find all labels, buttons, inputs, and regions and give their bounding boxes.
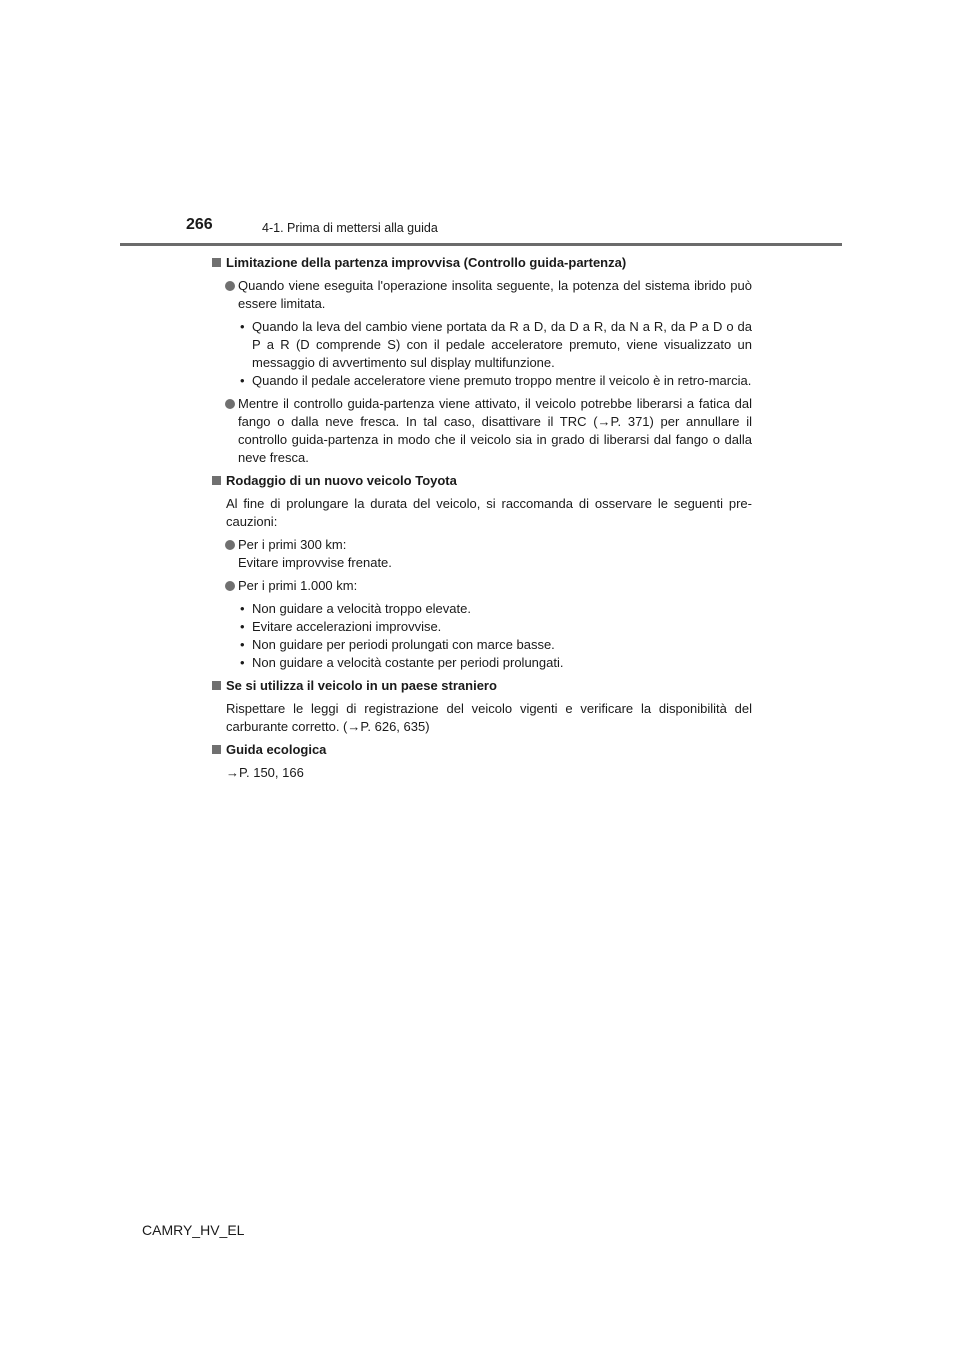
footer-code: CAMRY_HV_EL xyxy=(142,1222,245,1238)
square-bullet-icon xyxy=(212,258,221,267)
sub-list xyxy=(212,318,752,390)
page-content xyxy=(212,254,752,787)
page-reference: →P. 150, 166 xyxy=(226,765,304,780)
bullet-item xyxy=(212,577,752,595)
circle-bullet-icon xyxy=(225,399,235,409)
sub-text: Non guidare a velocità troppo elevate. xyxy=(252,601,471,616)
sub-list xyxy=(212,600,752,672)
bullet-text: Mentre il controllo guida-partenza viene attivato, il veicolo potrebbe liberarsi a fatica dal fango o dalla neve fresca. In tal caso, disattivare il TRC (→P. 371) per annullare il controllo guida-partenza in modo che il veicolo sia in grado di liberarsi dal fango o dalla neve fresca. xyxy=(238,396,752,465)
page-number: 266 xyxy=(186,216,213,233)
dot-marker-icon: • xyxy=(240,655,245,670)
bullet-text: Evitare improvvise frenate. xyxy=(238,555,392,570)
sub-text: Non guidare per periodi prolungati con marce basse. xyxy=(252,637,555,652)
heading-text: Guida ecologica xyxy=(226,742,327,757)
sub-item xyxy=(212,318,752,372)
bullet-text: Per i primi 1.000 km: xyxy=(238,578,358,593)
sub-text: Quando la leva del cambio viene portata da R a D, da D a R, da N a R, da P a D o da P a R (D comprende S) con il pedale acceleratore premuto, viene visualizzato un messaggio di avvertimento sul display multifunzione. xyxy=(252,319,752,370)
dot-marker-icon: • xyxy=(240,601,245,616)
sub-item xyxy=(212,600,752,618)
square-bullet-icon xyxy=(212,745,221,754)
heading-guida-ecologica xyxy=(212,741,752,759)
dot-marker-icon: • xyxy=(240,373,245,388)
sub-item xyxy=(212,372,752,390)
section-title: 4-1. Prima di mettersi alla guida xyxy=(262,221,438,235)
sub-item xyxy=(212,618,752,636)
sub-text: Evitare accelerazioni improvvise. xyxy=(252,619,442,634)
square-bullet-icon xyxy=(212,476,221,485)
circle-bullet-icon xyxy=(225,581,235,591)
dot-marker-icon: • xyxy=(240,637,245,652)
header-rule xyxy=(120,243,842,246)
square-bullet-icon xyxy=(212,681,221,690)
dot-marker-icon: • xyxy=(240,319,245,334)
sub-text: Quando il pedale acceleratore viene premuto troppo mentre il veicolo è in retro-marcia. xyxy=(252,373,752,388)
bullet-text: Quando viene eseguita l'operazione insolita seguente, la potenza del sistema ibrido può essere limitata. xyxy=(238,278,752,311)
heading-paese-straniero xyxy=(212,677,752,695)
bullet-item xyxy=(212,277,752,313)
paragraph: Rispettare le leggi di registrazione del veicolo vigenti e verificare la disponibilità del carburante corretto. (→P. 626, 635) xyxy=(226,701,752,734)
circle-bullet-icon xyxy=(225,281,235,291)
bullet-item xyxy=(212,395,752,467)
heading-text: Limitazione della partenza improvvisa (Controllo guida-partenza) xyxy=(226,255,627,270)
heading-text: Se si utilizza il veicolo in un paese straniero xyxy=(226,678,497,693)
sub-text: Non guidare a velocità costante per periodi prolungati. xyxy=(252,655,564,670)
circle-bullet-icon xyxy=(225,540,235,550)
bullet-item xyxy=(212,536,752,572)
dot-marker-icon: • xyxy=(240,619,245,634)
paragraph: Al fine di prolungare la durata del veicolo, si raccomanda di osservare le seguenti pre-cauzioni: xyxy=(226,496,752,529)
heading-text: Rodaggio di un nuovo veicolo Toyota xyxy=(226,473,457,488)
bullet-text: Per i primi 300 km: xyxy=(238,537,347,552)
sub-item xyxy=(212,636,752,654)
sub-item xyxy=(212,654,752,672)
heading-limitazione xyxy=(212,254,752,272)
heading-rodaggio xyxy=(212,472,752,490)
